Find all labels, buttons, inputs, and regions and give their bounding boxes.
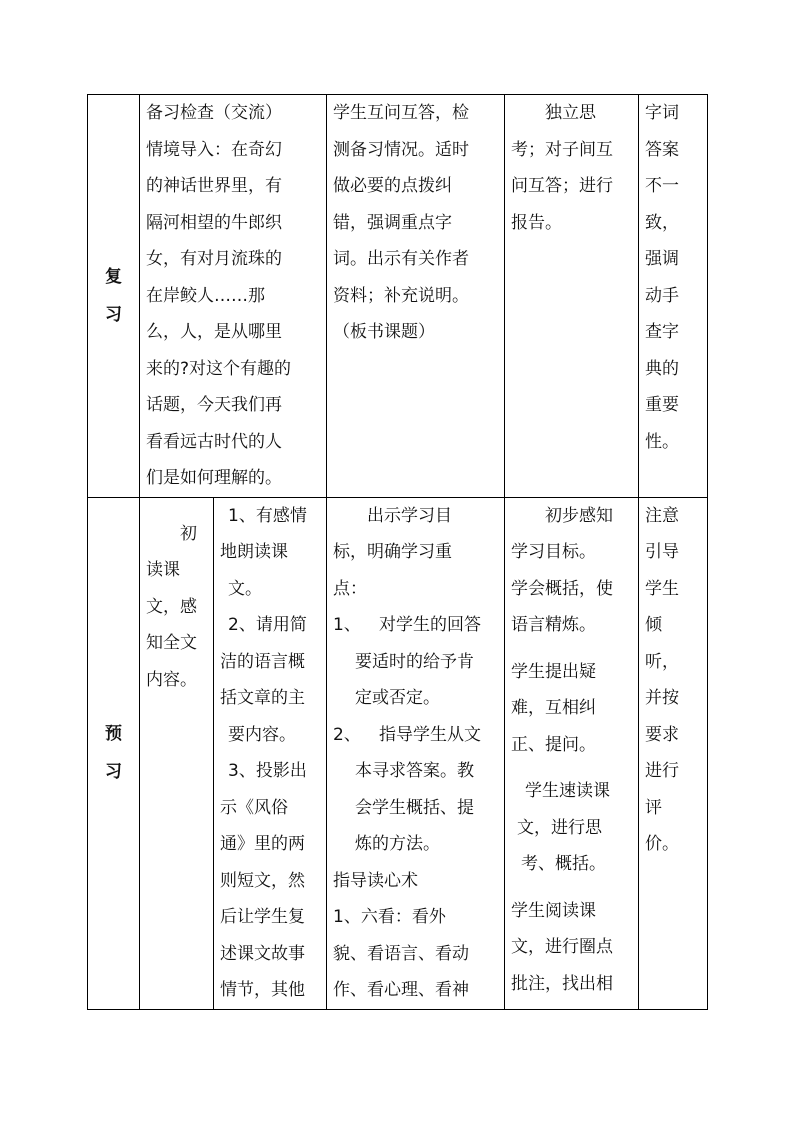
preview-task-cell (214, 497, 327, 1009)
goal-line: 文，感 (146, 596, 197, 617)
student-line: 独立思 (545, 103, 596, 123)
student-line: 学会概括，使 (511, 578, 613, 599)
task-line: 括文章的主 (220, 688, 305, 708)
student-line: 学生阅读课 (511, 900, 596, 921)
preview-teacher-cell (327, 497, 505, 1009)
list-number: 1、 (333, 615, 361, 635)
note-line: 并按 (645, 688, 679, 708)
task-line: 2、请用简 (228, 615, 307, 635)
teacher-line: 出示学习目 (367, 505, 452, 526)
preview-student-cell (505, 497, 639, 1009)
student-line: 学习目标。 (511, 542, 596, 562)
row-label-preview (88, 497, 140, 1009)
table-row-preview (88, 497, 708, 1009)
list-text: 定或否定。 (355, 688, 440, 708)
spacer (511, 763, 632, 773)
teacher-line: 词。出示有关作者 (333, 249, 469, 269)
review-line: 看看远古时代的人 (146, 431, 282, 452)
review-student-cell (505, 95, 639, 498)
student-line: 报告。 (511, 212, 562, 233)
list-text: 指导学生从文 (379, 724, 481, 745)
task-line: 示《风俗 (220, 797, 288, 818)
note-line: 字词 (645, 103, 679, 123)
student-line: 文，进行圈点 (511, 937, 613, 957)
note-line: 典的 (645, 358, 679, 379)
review-line: 情境导入：在奇幻 (146, 139, 282, 160)
goal-line: 内容。 (146, 669, 197, 690)
row-label-text: 预习 (105, 724, 122, 782)
teacher-line: 资料；补充说明。 (333, 285, 469, 306)
task-line: 1、有感情 (228, 505, 307, 526)
guide-heading: 指导读心术 (333, 870, 418, 891)
task-line: 洁的语言概 (220, 651, 305, 672)
task-line: 地朗读课 (220, 542, 288, 562)
student-line: 初步感知 (545, 505, 613, 526)
teacher-line: 标，明确学习重 (333, 542, 452, 562)
list-text: 对学生的回答 (379, 615, 481, 635)
note-line: 注意 (645, 505, 679, 526)
teacher-line: 1、六看：看外 (333, 907, 446, 927)
task-line: 要内容。 (228, 724, 296, 745)
preview-goal-cell (140, 497, 214, 1009)
note-line: 动手 (645, 285, 679, 306)
list-text: 本寻求答案。教 (355, 761, 474, 781)
spacer (146, 498, 207, 516)
note-line: 查字 (645, 322, 679, 342)
review-line: 的神话世界里，有 (146, 176, 282, 196)
note-line: 致， (645, 212, 679, 233)
note-line: 倾 (645, 615, 662, 635)
list-text: 会学生概括、提 (355, 797, 474, 818)
teacher-line: 错，强调重点字 (333, 212, 452, 233)
list-text: 炼的方法。 (355, 834, 440, 854)
list-number: 2、 (333, 724, 361, 745)
review-note-cell (639, 95, 708, 498)
teacher-line: 貌、看语言、看动 (333, 943, 469, 964)
student-line: 考、概括。 (521, 854, 606, 874)
note-line: 学生 (645, 578, 679, 599)
review-line: 女，有对月流珠的 (146, 249, 282, 269)
row-label-review (88, 95, 140, 498)
lesson-plan-table (87, 94, 708, 1010)
note-line: 要求 (645, 724, 679, 745)
spacer (511, 883, 632, 893)
teacher-line: 测备习情况。适时 (333, 139, 469, 160)
teacher-line: 学生互问互答，检 (333, 103, 469, 123)
row-label-text: 复习 (105, 266, 122, 325)
table-row-review (88, 95, 708, 498)
list-text: 要适时的给予肯 (355, 651, 474, 672)
spacer (511, 644, 632, 654)
note-line: 重要 (645, 395, 679, 415)
note-line: 性。 (645, 431, 679, 452)
note-line: 强调 (645, 249, 679, 269)
task-line: 文。 (228, 578, 262, 599)
student-line: 文，进行思 (517, 817, 602, 838)
review-line: 备习检查（交流） (146, 103, 282, 123)
note-line: 答案 (645, 139, 679, 160)
student-line: 正、提问。 (511, 734, 596, 755)
student-line: 考；对子间互 (511, 139, 613, 160)
student-line: 学生速读课 (525, 781, 610, 801)
task-line: 述课文故事 (220, 943, 305, 964)
student-line: 批注，找出相 (511, 973, 613, 994)
note-line: 引导 (645, 542, 679, 562)
review-line: 们是如何理解的。 (146, 468, 282, 488)
review-line: 来的?对这个有趣的 (146, 358, 292, 379)
task-line: 情节，其他 (220, 980, 305, 1000)
teacher-line: 做必要的点拨纠 (333, 176, 452, 196)
goal-line: 初 (180, 523, 197, 544)
student-line: 问互答；进行 (511, 176, 613, 196)
note-line: 评 (645, 797, 662, 818)
teacher-line: 点： (333, 578, 367, 599)
note-line: 听， (645, 651, 679, 672)
note-line: 进行 (645, 761, 679, 781)
teacher-line: （板书课题） (333, 322, 435, 342)
review-activity-cell (140, 95, 327, 498)
preview-note-cell (639, 497, 708, 1009)
task-line: 则短文，然 (220, 870, 305, 891)
task-line: 后让学生复 (220, 907, 305, 927)
teacher-line: 作、看心理、看神 (333, 980, 469, 1000)
task-line: 3、投影出 (228, 761, 307, 781)
student-line: 学生提出疑 (511, 661, 596, 682)
review-line: 隔河相望的牛郎织 (146, 212, 282, 233)
goal-line: 读课 (146, 560, 180, 580)
list-item-2 (333, 717, 498, 754)
student-line: 难，互相纠 (511, 698, 596, 718)
note-line: 价。 (645, 834, 679, 854)
list-item-1 (333, 607, 498, 644)
goal-line: 知全文 (146, 633, 197, 653)
review-teacher-cell (327, 95, 505, 498)
review-line: 在岸鲛人……那 (146, 285, 265, 306)
review-line: 话题，今天我们再 (146, 395, 282, 415)
student-line: 语言精炼。 (511, 615, 596, 635)
note-line: 不一 (645, 176, 679, 196)
review-line: 么，人，是从哪里 (146, 322, 282, 342)
task-line: 通》里的两 (220, 834, 305, 854)
